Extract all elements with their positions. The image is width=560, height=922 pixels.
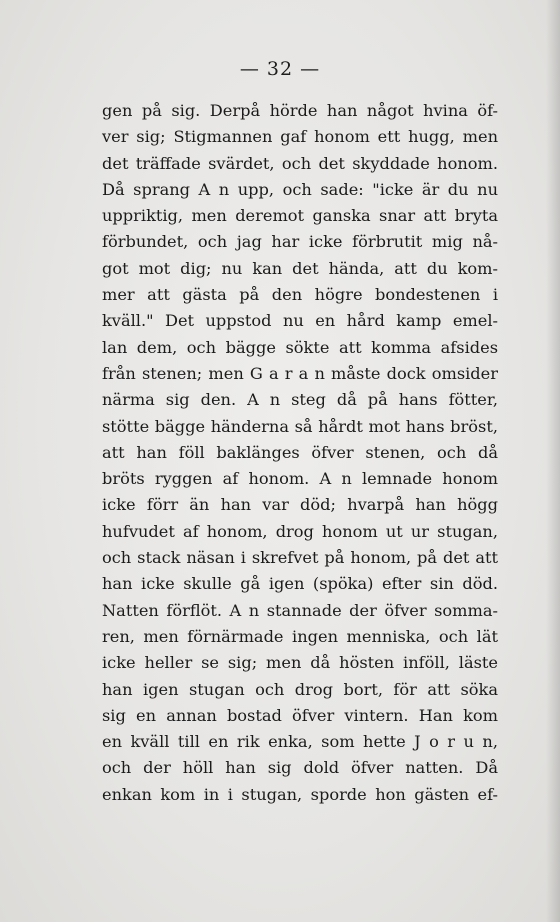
text-line: hufvudet af honom, drog honom ut ur stugan, bbox=[102, 521, 498, 541]
text-line: sig en annan bostad öfver vintern. Han kom bbox=[102, 705, 498, 725]
text-line: enkan kom in i stugan, sporde hon gästen ef- bbox=[102, 784, 498, 804]
text-line: och stack näsan i skrefvet på honom, på det att bbox=[102, 548, 498, 568]
text-line: Natten förflöt. A n stannade der öfver somma- bbox=[102, 600, 498, 620]
text-line: gen på sig. Derpå hörde han något hvina öf- bbox=[102, 101, 498, 120]
text-line: att han föll baklänges öfver stenen, och då bbox=[102, 442, 498, 462]
text-line: lan dem, och bägge sökte att komma afsides bbox=[102, 337, 498, 357]
text-line: stötte bägge händerna så hårdt mot hans bröst, bbox=[102, 416, 498, 436]
page-edge-shadow bbox=[546, 0, 560, 922]
text-line: och der höll han sig dold öfver natten. Då bbox=[102, 758, 498, 778]
text-line: Då sprang A n upp, och sade: "icke är du nu bbox=[102, 179, 498, 199]
text-line: förbundet, och jag har icke förbrutit mig nå- bbox=[102, 232, 498, 252]
text-line: ren, men förnärmade ingen menniska, och lät bbox=[102, 626, 498, 646]
text-line: han icke skulle gå igen (spöka) efter sin död. bbox=[102, 574, 498, 594]
text-line: ver sig; Stigmannen gaf honom ett hugg, men bbox=[102, 127, 498, 147]
text-line: från stenen; men G a r a n måste dock omsider bbox=[102, 363, 498, 383]
text-line: närma sig den. A n steg då på hans fötter, bbox=[102, 390, 498, 410]
text-line: got mot dig; nu kan det hända, att du kom- bbox=[102, 258, 498, 278]
text-line: icke förr än han var död; hvarpå han högg bbox=[102, 495, 498, 515]
text-line: uppriktig, men deremot ganska snar att bryta bbox=[102, 206, 498, 226]
text-line: det träffade svärdet, och det skyddade honom. bbox=[102, 153, 498, 173]
page-number: — 32 — bbox=[239, 58, 321, 80]
text-line: icke heller se sig; men då hösten inföll, läste bbox=[102, 653, 498, 673]
text-line: en kväll till en rik enka, som hette J o r u n, bbox=[102, 732, 498, 752]
text-line: han igen stugan och drog bort, för att söka bbox=[102, 679, 498, 699]
text-line: bröts ryggen af honom. A n lemnade honom bbox=[102, 469, 498, 489]
body-text bbox=[102, 98, 498, 808]
text-line: kväll." Det uppstod nu en hård kamp emel- bbox=[102, 311, 498, 331]
text-line: mer att gästa på den högre bondestenen i bbox=[102, 285, 498, 305]
